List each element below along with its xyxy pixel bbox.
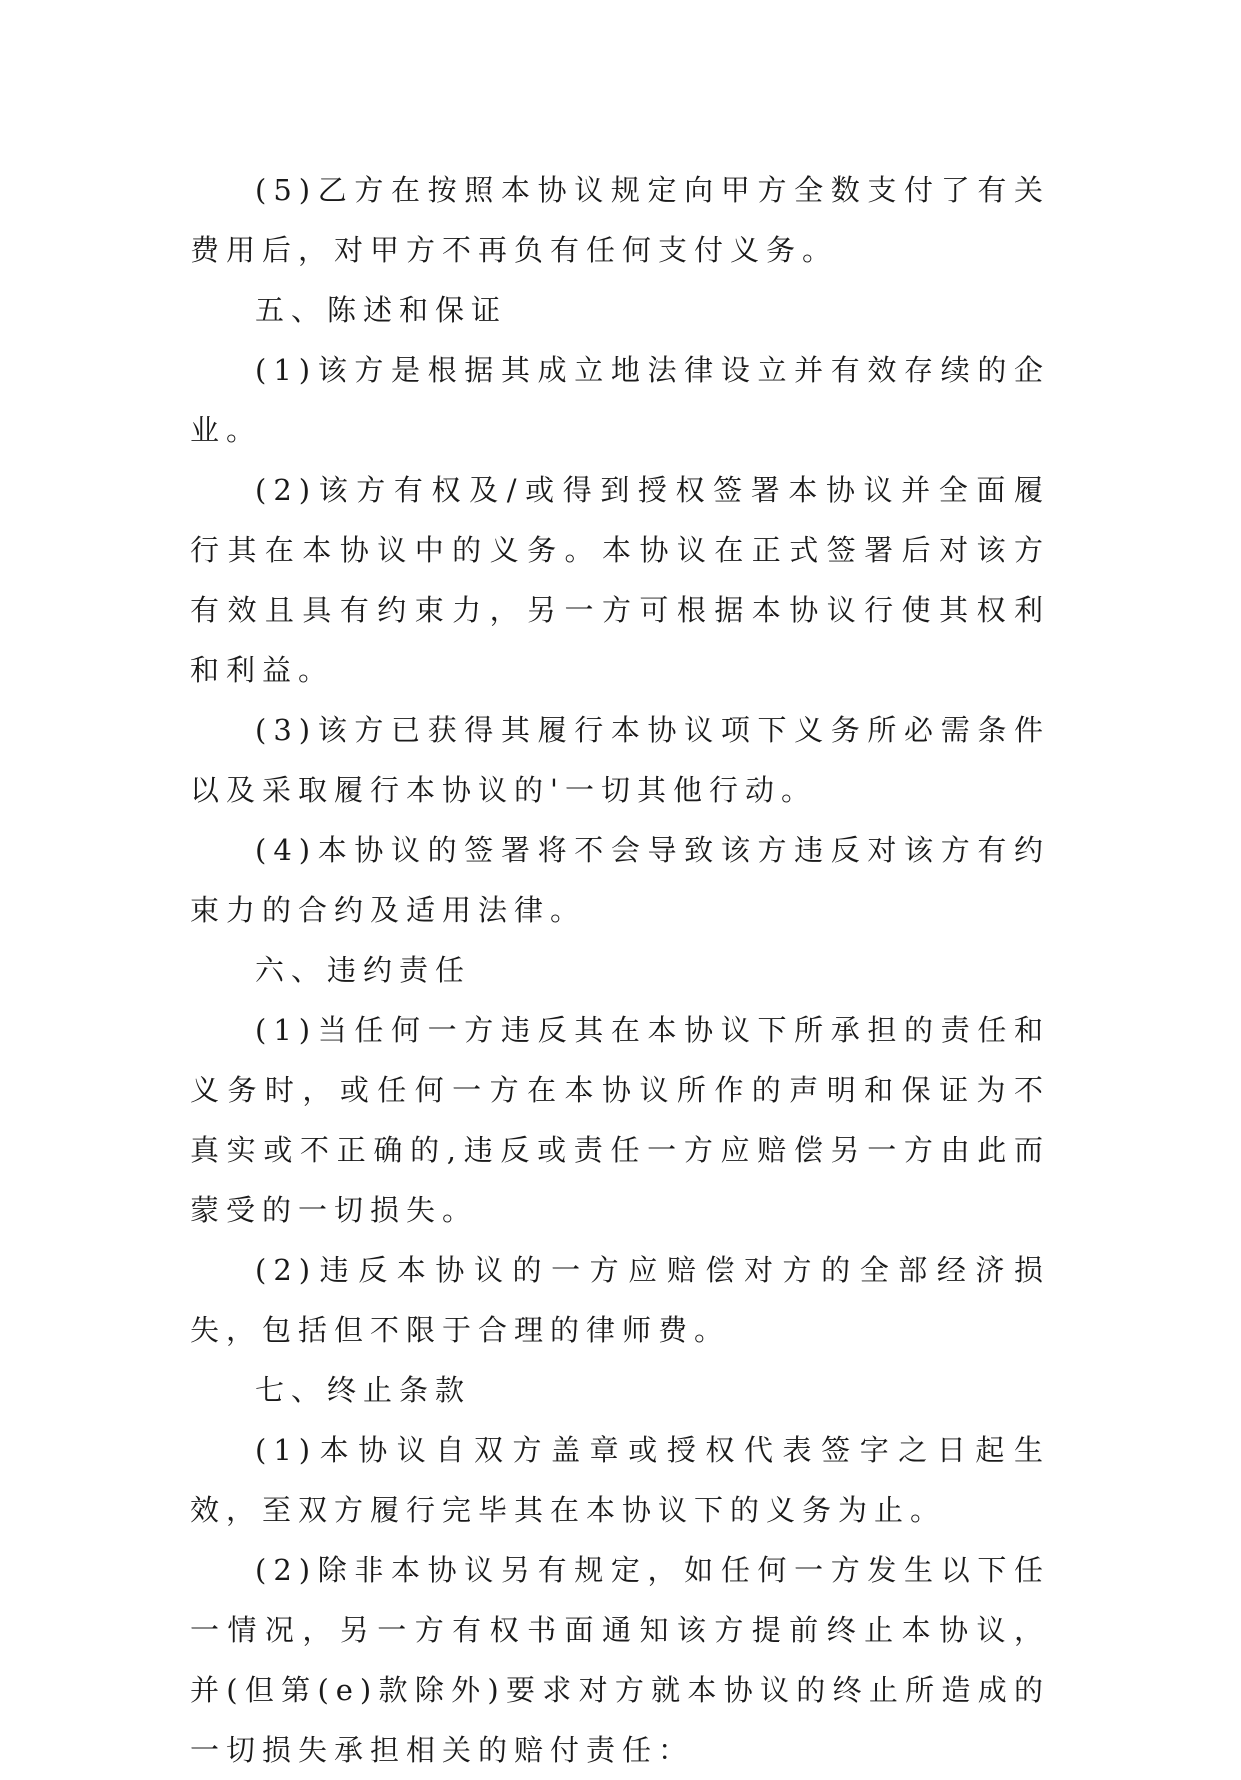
paragraph-liability-1: (1)当任何一方违反其在本协议下所承担的责任和义务时，或任何一方在本协议所作的声明和保证为不真实或不正确的,违反或责任一方应赔偿另一方由此而蒙受的一切损失。 <box>190 1013 1050 1227</box>
paragraph-liability-2: (2)违反本协议的一方应赔偿对方的全部经济损失，包括但不限于合理的律师费。 <box>190 1253 1050 1347</box>
document-body <box>190 160 1050 1780</box>
section-heading-termination: 七、终止条款 <box>255 1373 472 1407</box>
paragraph-rep-1: (1)该方是根据其成立地法律设立并有效存续的企业。 <box>190 353 1050 447</box>
paragraph-payment-obligation: (5)乙方在按照本协议规定向甲方全数支付了有关费用后，对甲方不再负有任何支付义务。 <box>190 173 1050 267</box>
paragraph-rep-4: (4)本协议的签署将不会导致该方违反对该方有约束力的合约及适用法律。 <box>190 833 1050 927</box>
section-heading-liability: 六、违约责任 <box>255 953 472 987</box>
paragraph-termination-1: (1)本协议自双方盖章或授权代表签字之日起生效，至双方履行完毕其在本协议下的义务为止。 <box>190 1433 1050 1527</box>
section-heading-representations: 五、陈述和保证 <box>255 293 508 327</box>
paragraph-rep-2: (2)该方有权及/或得到授权签署本协议并全面履行其在本协议中的义务。本协议在正式签署后对该方有效且具有约束力，另一方可根据本协议行使其权利和利益。 <box>190 473 1050 687</box>
paragraph-rep-3: (3)该方已获得其履行本协议项下义务所必需条件以及采取履行本协议的'一切其他行动。 <box>190 713 1050 807</box>
paragraph-termination-2: (2)除非本协议另有规定，如任何一方发生以下任一情况，另一方有权书面通知该方提前终止本协议，并(但第(e)款除外)要求对方就本协议的终止所造成的一切损失承担相关的赔付责任： <box>190 1553 1050 1767</box>
